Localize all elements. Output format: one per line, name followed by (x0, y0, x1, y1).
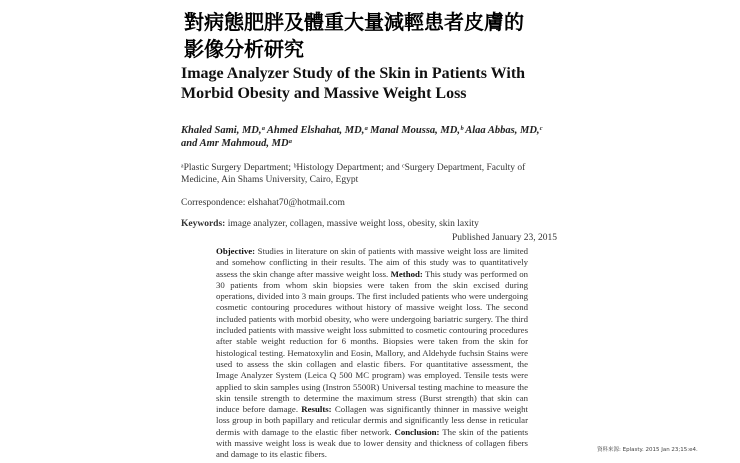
affiliations-line-1: ᵃPlastic Surgery Department; ᵇHistology Department; and ᶜSurgery Department, Faculty of (181, 163, 526, 173)
method-text: This study was performed on 30 patients from whom skin biopsies were taken from the skin excised during operations, divided into 3 main groups. The first included patients who were undergoing cosmetic contouring procedures without history of massive weight loss. The second included patients with morbid obesity, who were undergoing bariatric surgery. The third included patients with massive weight loss submitted to cosmetic contouring procedures after stable weight reduction for 6 months. Biopsies were taken from the skin for histological testing. Hematoxylin and Eosin, Mallory, and Aldehyde fuchsin Stains were used to assess the skin collagen and elastic fibers. For quantitative assessment, the Image Analyzer System (Leica Q 500 MC program) was employed. Tensile tests were applied to skin samples using (Instron 5500R) Universal testing machine to measure the skin tensile strength to determine the maximum stress (Burst strength) that skin can induce before damage. (216, 268, 528, 415)
method-label: Method: (390, 268, 423, 279)
results-text: Collagen was significantly thinner in massive weight loss group in both papillary and reticular dermis and significantly less dense in reticular dermis with damage to the elastic fiber network. (216, 404, 528, 437)
authors-line-1: Khaled Sami, MD,ᵃ Ahmed Elshahat, MD,ᵃ Manal Moussa, MD,ᵇ Alaa Abbas, MD,ᶜ (181, 125, 543, 136)
paper-title-line-2: Morbid Obesity and Massive Weight Loss (181, 85, 467, 102)
conclusion-label: Conclusion: (394, 426, 440, 437)
source-note: 資料來源: Eplasty. 2015 Jan 23;15:e4. (597, 447, 698, 453)
slide-title-line-1: 對病態肥胖及體重大量減輕患者皮膚的 (184, 10, 524, 34)
paper-title (181, 64, 557, 104)
slide-title (184, 9, 604, 63)
slide-title-line-2: 影像分析研究 (184, 37, 304, 61)
keywords-text: image analyzer, collagen, massive weight loss, obesity, skin laxity (225, 219, 479, 229)
keywords (181, 218, 557, 230)
abstract (216, 246, 528, 461)
author-list (181, 124, 557, 150)
paper-header (181, 64, 557, 244)
correspondence: Correspondence: elshahat70@hotmail.com (181, 198, 345, 208)
paper-title-line-1: Image Analyzer Study of the Skin in Patients With (181, 65, 526, 82)
objective-label: Objective: (216, 246, 256, 256)
objective-text: Studies in literature on skin of patients with massive weight loss are limited and somehow conflicting in their results. The aim of this study was to quantitatively assess the skin change after massive weight loss. (216, 246, 528, 279)
results-label: Results: (301, 404, 332, 415)
authors-line-2: and Amr Mahmoud, MDᵃ (181, 138, 292, 149)
affiliations-line-2: Medicine, Ain Shams University, Cairo, Egypt (181, 175, 359, 185)
affiliations (181, 162, 557, 186)
published-date: Published January 23, 2015 (451, 233, 557, 243)
keywords-label: Keywords: (181, 219, 226, 229)
conclusion-text: The skin of the patients with massive weight loss is weak due to lower density and thickness of collagen fibers and damage to its elastic fibers. (216, 426, 528, 460)
